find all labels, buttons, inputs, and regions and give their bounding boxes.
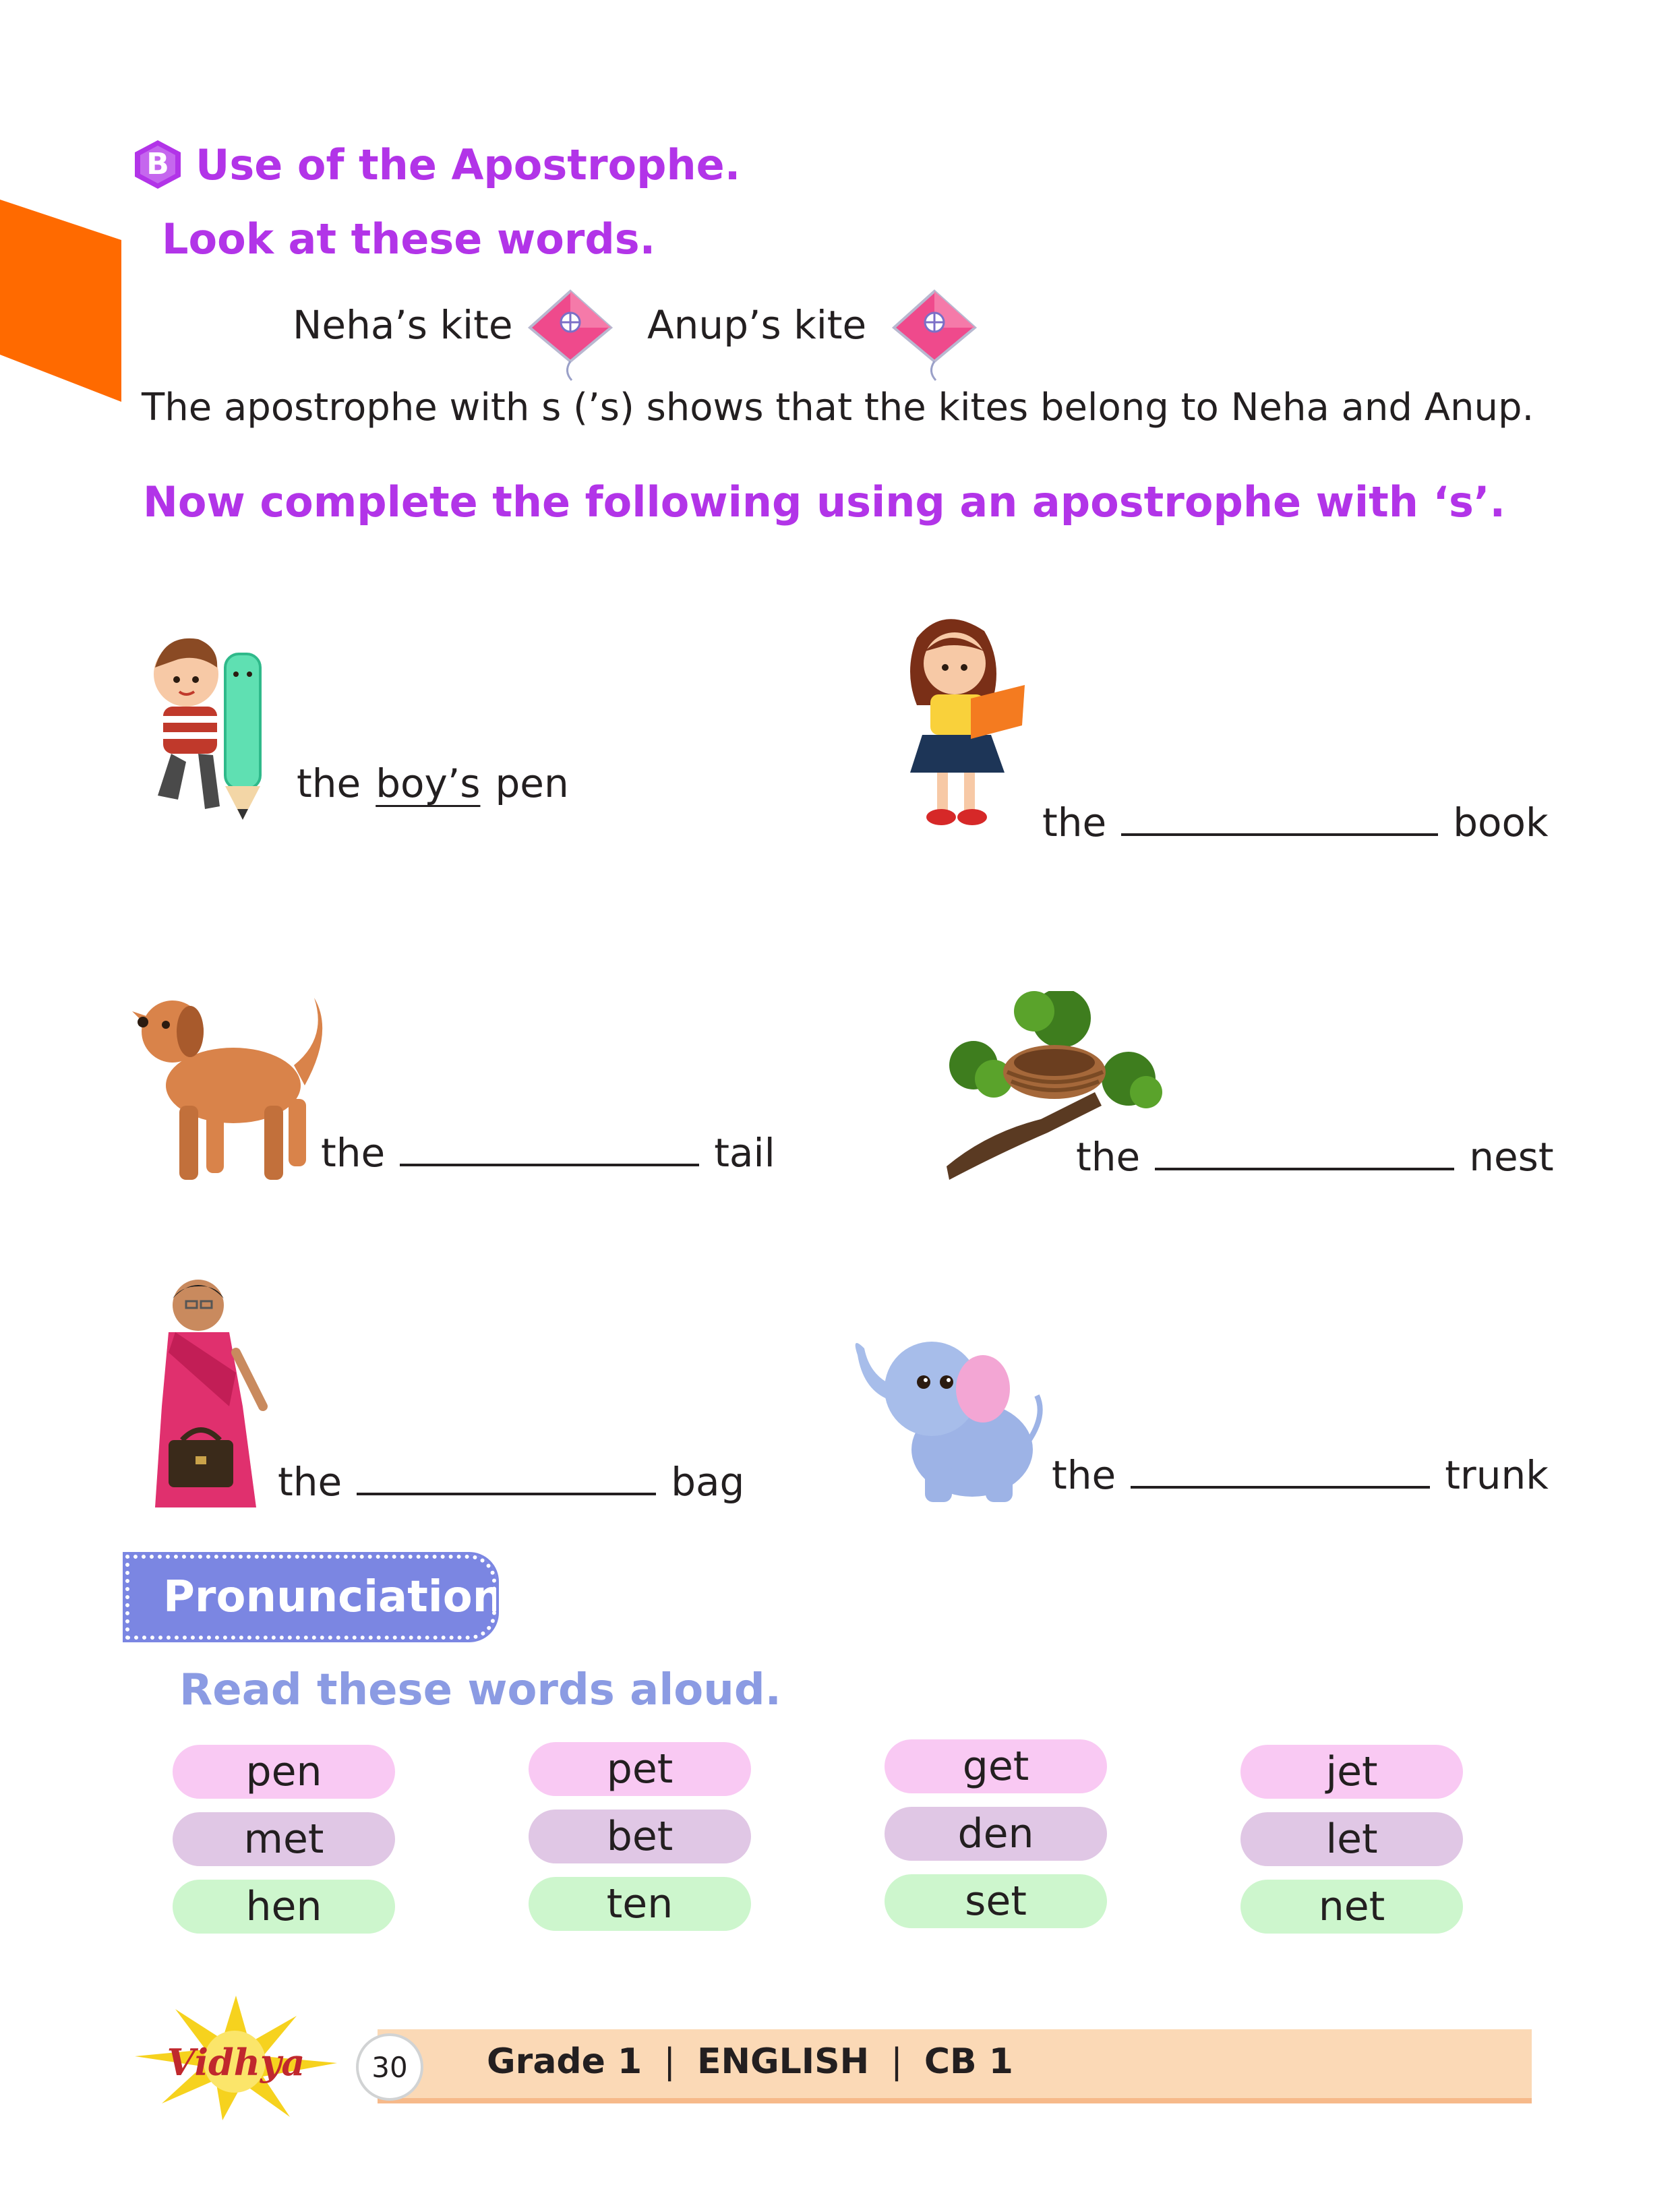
exercise-the-1: the: [297, 760, 361, 806]
exercise-phrase-4: [1076, 1134, 1554, 1180]
exercise-blank-2[interactable]: [1121, 828, 1438, 836]
footer-subject: ENGLISH: [696, 2041, 870, 2082]
exercise-the-3: the: [321, 1130, 386, 1176]
exercise-noun-1: pen: [495, 760, 569, 806]
word-pill: pen: [173, 1745, 395, 1799]
vidhya-logo-text: Vidhya: [167, 2041, 305, 2084]
exercise-the-6: the: [1052, 1452, 1116, 1498]
elephant-illustration: [851, 1321, 1046, 1503]
exercise-the-4: the: [1076, 1134, 1141, 1180]
exercise-blank-3[interactable]: [400, 1158, 699, 1166]
boy-with-pencil-illustration: [138, 627, 272, 823]
word-pill: bet: [529, 1810, 751, 1863]
word-pill: get: [885, 1739, 1107, 1793]
section-b-badge-icon: [132, 139, 183, 190]
pronunciation-instruction: Read these words aloud.: [179, 1665, 781, 1715]
exercise-blank-6[interactable]: [1131, 1481, 1430, 1489]
word-pill: jet: [1240, 1745, 1463, 1799]
girl-reading-illustration: [890, 611, 1025, 840]
footer-separator: |: [891, 2041, 903, 2082]
footer-separator: |: [663, 2041, 676, 2082]
example-text-2: Anup’s kite: [647, 302, 867, 348]
dog-illustration: [132, 984, 334, 1187]
footer-text: [487, 2041, 1013, 2082]
exercise-answer-1: boy’s: [376, 760, 481, 806]
orange-corner-decoration: [0, 200, 121, 402]
word-pill: den: [885, 1807, 1107, 1861]
exercise-blank-5[interactable]: [357, 1487, 656, 1495]
word-pill: hen: [173, 1880, 395, 1934]
explanation-text: The apostrophe with s (’s) shows that the kites belong to Neha and Anup.: [142, 386, 1534, 429]
exercise-noun-2: book: [1453, 800, 1549, 845]
word-pill: net: [1240, 1880, 1463, 1934]
section-badge-letter: B: [146, 147, 169, 181]
section-heading: [132, 139, 740, 190]
exercise-phrase-6: [1052, 1452, 1549, 1498]
word-pill: set: [885, 1874, 1107, 1928]
exercise-noun-3: tail: [714, 1130, 775, 1176]
woman-with-bag-illustration: [142, 1272, 276, 1514]
exercise-noun-4: nest: [1469, 1134, 1554, 1180]
word-pill: let: [1240, 1812, 1463, 1866]
kite-icon: [887, 287, 982, 382]
page-number: 30: [356, 2033, 423, 2101]
exercise-phrase-2: [1042, 800, 1549, 845]
footer-book: CB 1: [924, 2041, 1013, 2082]
kite-icon: [523, 287, 618, 382]
pronunciation-label: Pronunciation: [125, 1555, 496, 1640]
vidhya-logo: [121, 1989, 351, 2124]
word-pill: pet: [529, 1742, 751, 1796]
example-text-1: Neha’s kite: [293, 302, 513, 348]
exercise-blank-4[interactable]: [1155, 1162, 1454, 1170]
exercise-noun-5: bag: [671, 1459, 745, 1505]
exercise-phrase-1: [297, 760, 569, 806]
section-subtitle: Look at these words.: [162, 214, 656, 264]
exercise-the-5: the: [278, 1459, 342, 1505]
word-pill: met: [173, 1812, 395, 1866]
word-pill: ten: [529, 1877, 751, 1931]
exercise-noun-6: trunk: [1445, 1452, 1549, 1498]
exercise-the-2: the: [1042, 800, 1107, 845]
exercise-instruction: Now complete the following using an apostrophe with ‘s’.: [143, 477, 1506, 527]
exercise-phrase-3: [321, 1130, 775, 1176]
footer-grade: Grade 1: [487, 2041, 642, 2082]
section-title: Use of the Apostrophe.: [196, 140, 741, 189]
exercise-phrase-5: [278, 1459, 744, 1505]
